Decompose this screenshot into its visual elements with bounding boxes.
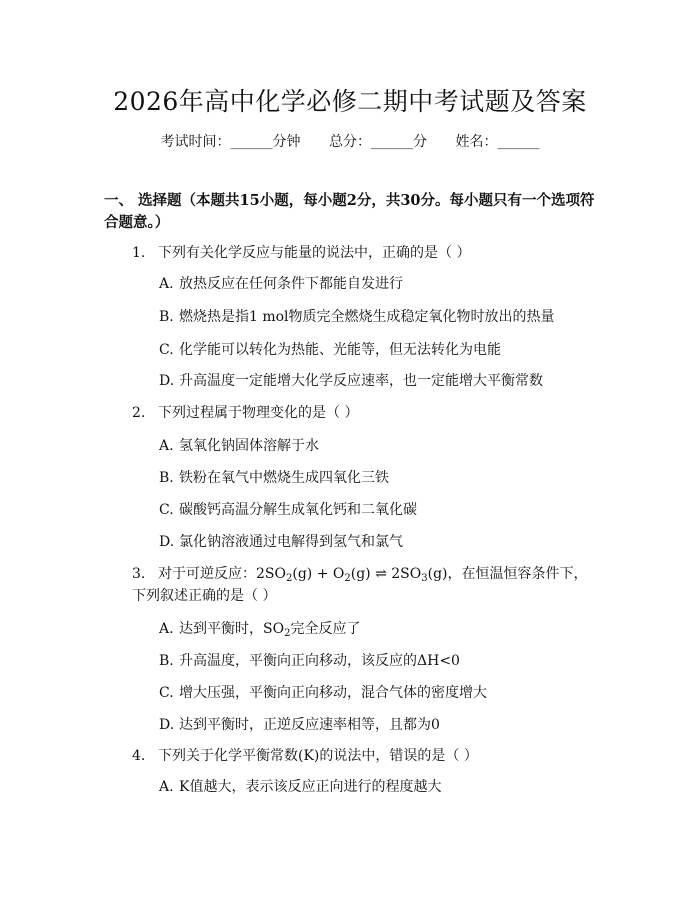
option-letter: D. <box>159 534 175 550</box>
question-2-option-c <box>159 499 599 521</box>
name-field: 姓名：______ <box>455 134 540 150</box>
option-text: 放热反应在任何条件下都能自发进行 <box>179 276 403 292</box>
option-letter: A. <box>159 276 174 292</box>
option-letter: A. <box>159 779 174 795</box>
question-3-option-b <box>159 650 599 672</box>
question-stem: 下列关于化学平衡常数(K)的说法中，错误的是（ ） <box>158 748 478 764</box>
option-text: 升高温度一定能增大化学反应速率，也一定能增大平衡常数 <box>179 373 543 389</box>
exam-title: 2026年高中化学必修二期中考试题及答案 <box>113 87 587 116</box>
exam-time-field: 考试时间：______分钟 <box>160 134 301 150</box>
question-3-option-d <box>159 714 599 736</box>
option-letter: B. <box>159 653 174 669</box>
question-number: 3. <box>132 566 146 582</box>
question-3 <box>132 563 598 607</box>
question-2-option-a <box>159 435 599 457</box>
question-number: 2. <box>132 405 146 421</box>
question-3-option-c <box>159 682 599 704</box>
question-number: 4. <box>132 748 146 764</box>
question-3-option-a <box>159 618 599 640</box>
option-letter: B. <box>159 470 174 486</box>
question-1-option-c <box>159 339 599 361</box>
question-stem-part: 对于可逆反应：2SO <box>158 566 286 582</box>
question-1-option-d <box>159 370 599 392</box>
option-letter: D. <box>159 717 175 733</box>
option-letter: A. <box>159 438 174 454</box>
option-text: 达到平衡时，正逆反应速率相等，且都为0 <box>179 717 440 733</box>
option-text: 增大压强，平衡向正向移动，混合气体的密度增大 <box>179 685 487 701</box>
option-text: 碳酸钙高温分解生成氧化钙和二氧化碳 <box>179 502 417 518</box>
option-text: 完全反应了 <box>290 621 361 637</box>
option-text: 铁粉在氧气中燃烧生成四氧化三铁 <box>179 470 389 486</box>
question-4-option-a <box>159 776 599 798</box>
option-letter: C. <box>159 685 174 701</box>
section-heading-choice: 一、 选择题（本题共15小题，每小题2分，共30分。每小题只有一个选项符合题意。） <box>104 192 595 231</box>
option-letter: C. <box>159 502 174 518</box>
question-2-option-d <box>159 531 599 553</box>
question-1 <box>132 242 598 264</box>
subscript: 2 <box>344 573 351 584</box>
subscript: 2 <box>284 628 291 639</box>
option-text: 达到平衡时，SO <box>179 621 285 637</box>
question-1-option-a <box>159 273 599 295</box>
option-text: K值越大，表示该反应正向进行的程度越大 <box>179 779 442 795</box>
option-letter: A. <box>159 621 174 637</box>
question-number: 1. <box>132 245 146 261</box>
option-text: 氢氧化钠固体溶解于水 <box>179 438 319 454</box>
option-text: 氯化钠溶液通过电解得到氢气和氯气 <box>179 534 403 550</box>
question-2-option-b <box>159 467 599 489</box>
option-text: 升高温度，平衡向正向移动，该反应的ΔH<0 <box>179 653 460 669</box>
question-stem-part: (g)，在恒温恒容条件下，下列叙述正确的是（ ） <box>132 566 588 604</box>
question-2 <box>132 402 598 424</box>
subscript: 2 <box>285 573 293 584</box>
option-letter: B. <box>159 309 174 325</box>
option-letter: D. <box>159 373 175 389</box>
option-letter: C. <box>159 342 174 358</box>
question-stem-part: (g) ⇌ 2SO <box>350 566 422 582</box>
exam-meta <box>0 131 700 151</box>
question-stem-part: (g) + O <box>292 566 345 582</box>
question-1-option-b <box>159 306 599 328</box>
question-stem: 下列有关化学反应与能量的说法中，正确的是（ ） <box>158 245 471 261</box>
question-4 <box>132 745 598 767</box>
option-text: 燃烧热是指1 mol物质完全燃烧生成稳定氧化物时放出的热量 <box>179 309 555 325</box>
option-text: 化学能可以转化为热能、光能等，但无法转化为电能 <box>179 342 501 358</box>
total-score-field: 总分：______分 <box>329 134 427 150</box>
subscript: 3 <box>421 573 428 584</box>
question-stem: 下列过程属于物理变化的是（ ） <box>158 405 359 421</box>
